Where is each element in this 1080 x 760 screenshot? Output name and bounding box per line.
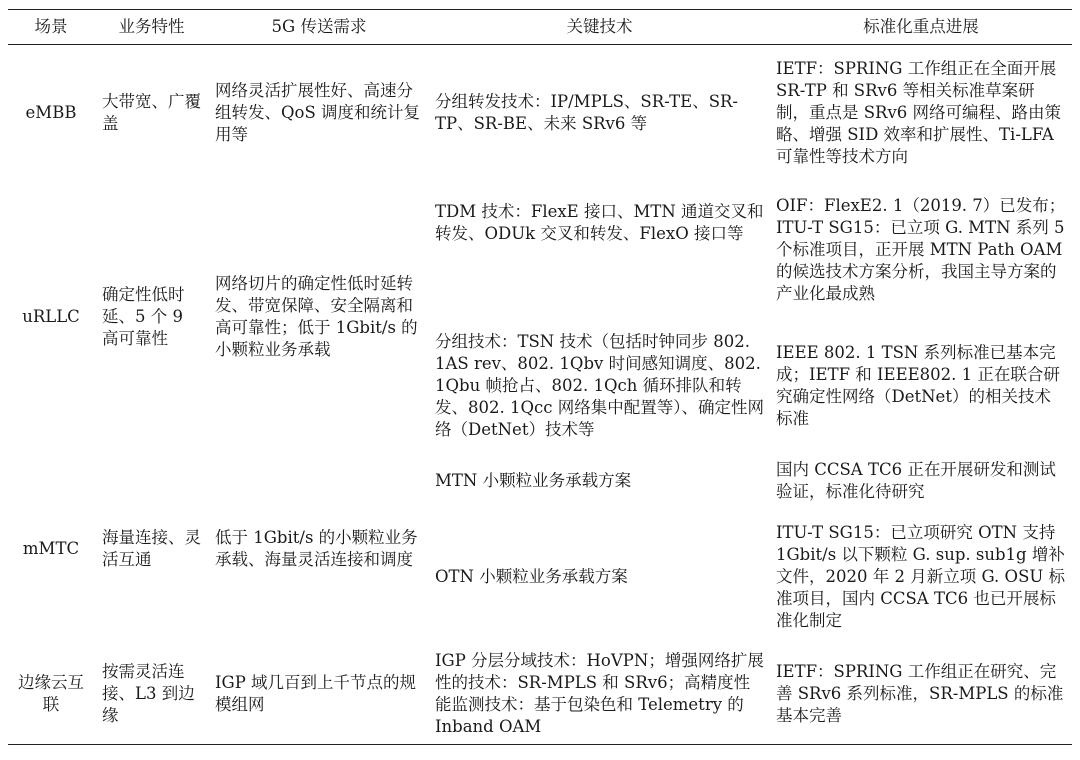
cell-traits: 按需灵活连接、L3 到边缘 (102, 662, 195, 726)
header-traits: 业务特性 (118, 17, 185, 36)
cell-tech: TDM 技术：FlexE 接口、MTN 通道交叉和转发、ODUk 交叉和转发、FlexO 接口等 (435, 201, 764, 243)
table-row-mmtc-1 (8, 453, 1072, 509)
cell-std: OIF：FlexE2. 1（2019. 7）已发布；ITU-T SG15：已立项 G. MTN 系列 5 个标准项目，正开展 MTN Path OAM 的候选技术方案分析，我国主导方案的产业化最成熟 (776, 195, 1066, 303)
header-scene: 场景 (34, 17, 68, 36)
cell-req: 网络切片的确定性低时延转发、带宽保障、安全隔离和高可靠性；低于 1Gbit/s 的小颗粒业务承载 (215, 273, 418, 359)
table-row-urllc-1 (8, 181, 1072, 319)
5g-transport-table (8, 9, 1072, 745)
header-std: 标准化重点进展 (863, 17, 979, 36)
cell-traits: 确定性低时延、5 个 9 高可靠性 (102, 284, 185, 348)
cell-scene: mMTC (22, 538, 80, 558)
header-req: 5G 传送需求 (271, 17, 367, 36)
cell-req: IGP 域几百到上千节点的规模组网 (215, 673, 417, 715)
cell-scene: eMBB (25, 102, 77, 122)
cell-std: ITU-T SG15：已立项研究 OTN 支持 1Gbit/s 以下颗粒 G. sup. sub1g 增补文件，2020 年 2 月新立项 G. OSU 标准项目，国内 CCSA TC6 也已开展标准化制定 (776, 522, 1066, 630)
cell-std: 国内 CCSA TC6 正在开展研发和测试验证，标准化待研究 (776, 459, 1056, 501)
cell-traits: 海量连接、灵活互通 (102, 527, 201, 569)
cell-std: IEEE 802. 1 TSN 系列标准已基本完成；IETF 和 IEEE802. 1 正在联合研究确定性网络（DetNet）的相关技术标准 (776, 342, 1060, 428)
table-row-edge-cloud (8, 645, 1072, 745)
cell-scene: 边缘云互联 (18, 673, 84, 715)
cell-std: IETF：SPRING 工作组正在全面开展 SR-TP 和 SRv6 等相关标准草案研制，重点是 SRv6 网络可编程、路由策略、增强 SID 效率和扩展性、Ti-LFA 可靠性等技术方向 (776, 58, 1062, 166)
cell-tech: 分组转发技术：IP/MPLS、SR-TE、SR-TP、SR-BE、未来 SRv6 等 (435, 91, 739, 133)
table-header (8, 10, 1072, 45)
cell-traits: 大带宽、广覆盖 (102, 91, 201, 133)
cell-std: IETF：SPRING 工作组正在研究、完善 SRv6 系列标准，SR-MPLS 的标准基本完善 (776, 662, 1064, 726)
cell-tech: MTN 小颗粒业务承载方案 (435, 470, 632, 490)
header-tech: 关键技术 (566, 17, 633, 36)
cell-tech: IGP 分层分域技术：HoVPN；增强网络扩展性的技术：SR-MPLS 和 SRv6；高精度性能监测技术：基于包染色和 Telemetry 的 Inband OAM (435, 651, 764, 737)
cell-scene: uRLLC (22, 306, 80, 326)
cell-req: 低于 1Gbit/s 的小颗粒业务承载、海量灵活连接和调度 (215, 527, 418, 569)
cell-tech: OTN 小颗粒业务承载方案 (435, 566, 628, 586)
table-row-embb (8, 45, 1072, 181)
cell-req: 网络灵活扩展性好、高速分组转发、QoS 调度和统计复用等 (215, 80, 421, 144)
cell-tech: 分组技术：TSN 技术（包括时钟同步 802. 1AS rev、802. 1Qbv 时间感知调度、802. 1Qbu 帧抢占、802. 1Qch 循环排队和转发、802. 1Qcc 网络集中配置等）、确定性网络（DetNet）技术等 (435, 331, 764, 439)
